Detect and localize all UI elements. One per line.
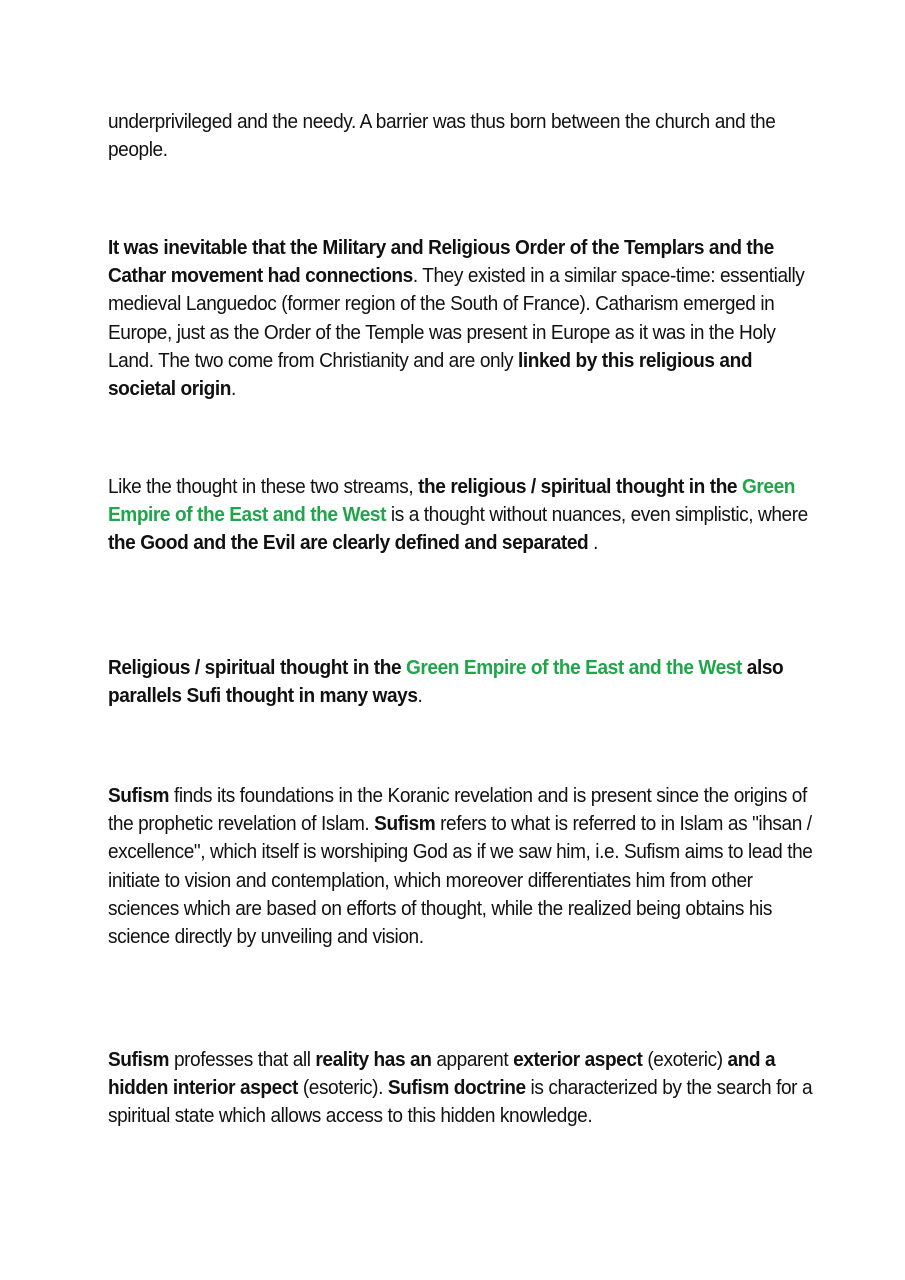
bold-text: exterior aspect	[513, 1048, 643, 1071]
text: (esoteric).	[297, 1076, 388, 1100]
text: . They existed in a similar space-time: essentially medieval Languedoc (former region of the South of France). Catharism emerged in Europe, just as the Order of the Temple was present in Europe as it was in the Holy Land. The two come from Christianity and are only	[108, 264, 805, 372]
text: .	[588, 531, 599, 555]
bold-text: It was inevitable that the Military and Religious Order of the Templars and the Cathar movement had connections	[108, 236, 774, 288]
text: Like the thought in these two streams,	[108, 475, 419, 498]
green-empire-highlight: Green Empire of the East and the West	[108, 475, 796, 527]
bold-text: linked by this religious and societal origin	[108, 348, 753, 401]
bold-text: Sufism doctrine	[387, 1076, 526, 1100]
text: is a thought without nuances, even simplistic, where	[386, 503, 808, 527]
bold-text: the Good and the Evil are clearly defined and separated	[108, 531, 589, 555]
bold-text: the religious / spiritual thought in the	[418, 475, 742, 498]
bold-text: reality has an	[315, 1048, 432, 1071]
text: finds its foundations in the Koranic revelation and is present since the origins of the prophetic revelation of Islam.	[108, 784, 807, 836]
paragraph-sufism-doctrine	[108, 1046, 815, 1131]
text: .	[230, 377, 236, 401]
bold-text: and a hidden interior aspect	[108, 1048, 776, 1100]
text: .	[417, 684, 423, 708]
bold-text: Religious / spiritual thought in the	[108, 656, 407, 679]
text: (exoteric)	[642, 1048, 728, 1071]
bold-text: Sufism	[374, 812, 436, 836]
text: apparent	[431, 1048, 514, 1071]
paragraph-church-barrier	[108, 108, 815, 164]
green-empire-highlight: Green Empire of the East and the West	[406, 656, 742, 679]
paragraph-templars-cathars	[108, 234, 815, 403]
paragraph-sufism-foundations	[108, 782, 815, 951]
text: refers to what is referred to in Islam as "ihsan / excellence", which itself is worshiping God as if we saw him, i.e. Sufism aims to lead the initiate to vision and contemplation, which moreover differentiates him from other sciences which are based on efforts of thought, while the realized being obtains his science directly by unveiling and vision.	[108, 812, 813, 949]
bold-text: also parallels Sufi thought in many ways	[108, 656, 784, 708]
bold-text: Sufism	[108, 784, 170, 807]
paragraph-good-evil	[108, 473, 815, 558]
text: is characterized by the search for a spiritual state which allows access to this hidden knowledge.	[108, 1076, 813, 1128]
text: professes that all	[169, 1048, 316, 1071]
paragraph-sufi-parallel	[108, 654, 815, 710]
bold-text: Sufism	[108, 1048, 170, 1071]
text: underprivileged and the needy. A barrier was thus born between the church and the people.	[108, 110, 776, 162]
